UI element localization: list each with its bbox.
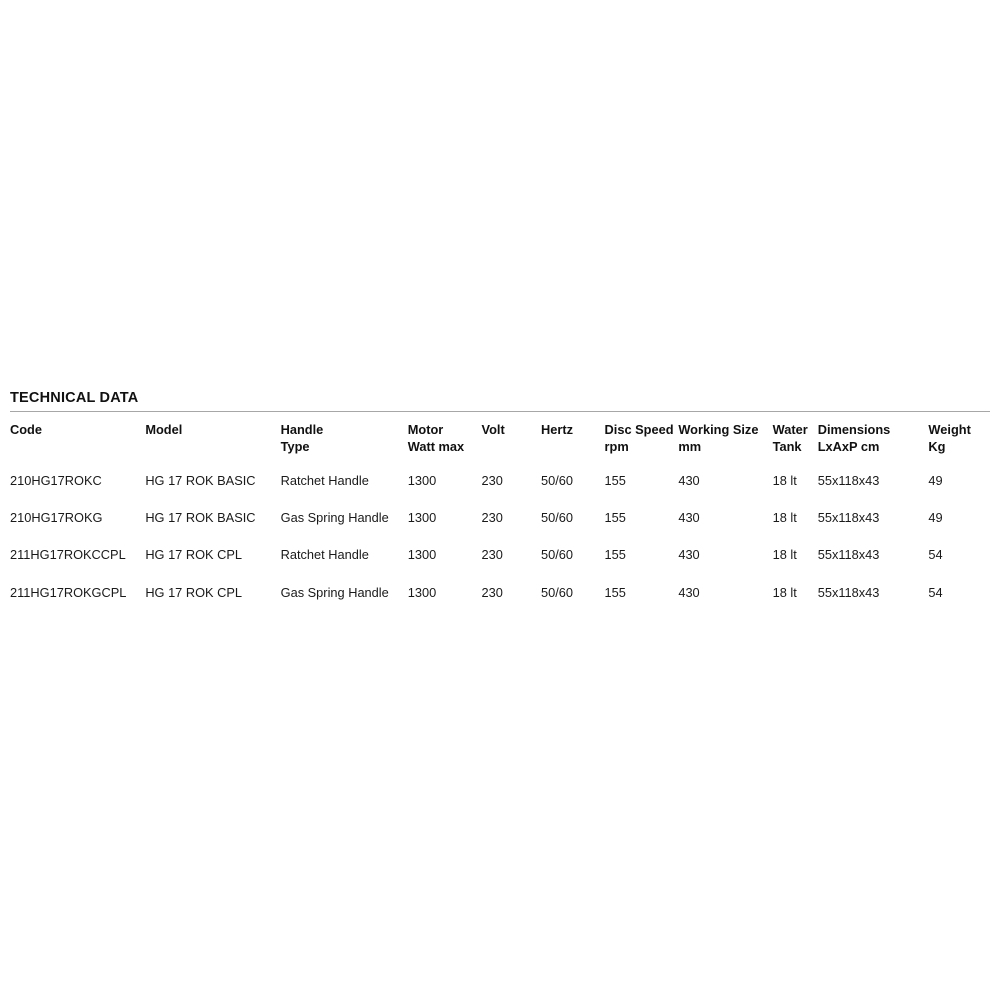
cell-volt: 230	[481, 509, 503, 525]
cell-weight: 54	[928, 547, 943, 563]
cell-hertz: 50/60	[540, 547, 574, 563]
column-header-hertz-line1: Hertz	[540, 422, 573, 437]
cell-handle: Gas Spring Handle	[280, 584, 389, 600]
table-row	[10, 574, 990, 611]
cell-working-size: 430	[678, 584, 700, 600]
column-header-motor-line1: Motor	[407, 422, 444, 437]
cell-motor: 1300	[407, 547, 437, 563]
column-header-working-size-line1: Working Size	[678, 422, 759, 437]
technical-data-block	[10, 390, 990, 611]
technical-data-table	[10, 412, 990, 611]
section-title: TECHNICAL DATA	[10, 390, 139, 406]
column-header-motor	[408, 412, 482, 462]
cell-water-tank: 18 lt	[772, 472, 797, 488]
column-header-volt	[482, 412, 541, 462]
cell-disc-speed: 155	[604, 509, 626, 525]
cell-water-tank: 18 lt	[772, 509, 797, 525]
column-header-hertz	[541, 412, 605, 462]
cell-volt: 230	[481, 472, 503, 488]
column-header-handle-type-line2: Type	[280, 439, 310, 455]
column-header-water-tank-line1: Water	[772, 422, 808, 437]
cell-dimensions: 55x118x43	[817, 472, 880, 488]
cell-disc-speed: 155	[604, 584, 626, 600]
column-header-water-tank-line2: Tank	[772, 439, 802, 455]
cell-working-size: 430	[678, 509, 700, 525]
column-header-dimensions-line2: LxAxP cm	[817, 439, 880, 455]
table-row	[10, 462, 990, 499]
column-header-disc-speed-line1: Disc Speed	[604, 422, 674, 437]
cell-handle: Gas Spring Handle	[280, 509, 389, 525]
cell-dimensions: 55x118x43	[817, 509, 880, 525]
cell-hertz: 50/60	[540, 584, 574, 600]
cell-weight: 54	[928, 584, 943, 600]
cell-dimensions: 55x118x43	[817, 547, 880, 563]
cell-code: 210HG17ROKG	[10, 509, 103, 525]
cell-disc-speed: 155	[604, 547, 626, 563]
cell-weight: 49	[928, 509, 943, 525]
table-header-row	[10, 412, 990, 462]
cell-water-tank: 18 lt	[772, 584, 797, 600]
table-row	[10, 536, 990, 573]
column-header-handle-type-line1: Handle	[280, 422, 324, 437]
cell-volt: 230	[481, 584, 503, 600]
column-header-disc-speed-line2: rpm	[604, 439, 629, 455]
cell-volt: 230	[481, 547, 503, 563]
cell-model: HG 17 ROK CPL	[145, 584, 243, 600]
cell-hertz: 50/60	[540, 509, 574, 525]
cell-motor: 1300	[407, 472, 437, 488]
column-header-model-line1: Model	[145, 422, 183, 437]
cell-dimensions: 55x118x43	[817, 584, 880, 600]
column-header-water-tank	[773, 412, 818, 462]
column-header-code	[10, 412, 145, 462]
cell-motor: 1300	[407, 509, 437, 525]
cell-model: HG 17 ROK CPL	[145, 547, 243, 563]
cell-working-size: 430	[678, 472, 700, 488]
table-body	[10, 462, 990, 611]
column-header-disc-speed	[605, 412, 679, 462]
cell-hertz: 50/60	[540, 472, 574, 488]
column-header-motor-line2: Watt max	[407, 439, 465, 455]
column-header-dimensions	[818, 412, 929, 462]
cell-handle: Ratchet Handle	[280, 547, 369, 563]
column-header-working-size-line2: mm	[678, 439, 702, 455]
column-header-code-line1: Code	[10, 422, 42, 437]
table-header	[10, 412, 990, 462]
cell-water-tank: 18 lt	[772, 547, 797, 563]
column-header-volt-line1: Volt	[481, 422, 505, 437]
table-row	[10, 499, 990, 536]
column-header-handle-type	[281, 412, 408, 462]
cell-working-size: 430	[678, 547, 700, 563]
column-header-weight-line2: Kg	[928, 439, 946, 455]
cell-handle: Ratchet Handle	[280, 472, 369, 488]
column-header-weight	[928, 412, 990, 462]
cell-motor: 1300	[407, 584, 437, 600]
column-header-dimensions-line1: Dimensions	[817, 422, 891, 437]
cell-code: 211HG17ROKCCPL	[10, 547, 126, 563]
column-header-working-size	[678, 412, 772, 462]
cell-disc-speed: 155	[604, 472, 626, 488]
cell-weight: 49	[928, 472, 943, 488]
cell-code: 210HG17ROKC	[10, 472, 102, 488]
cell-model: HG 17 ROK BASIC	[145, 472, 256, 488]
column-header-weight-line1: Weight	[928, 422, 971, 437]
column-header-model	[145, 412, 280, 462]
cell-model: HG 17 ROK BASIC	[145, 509, 256, 525]
cell-code: 211HG17ROKGCPL	[10, 584, 127, 600]
